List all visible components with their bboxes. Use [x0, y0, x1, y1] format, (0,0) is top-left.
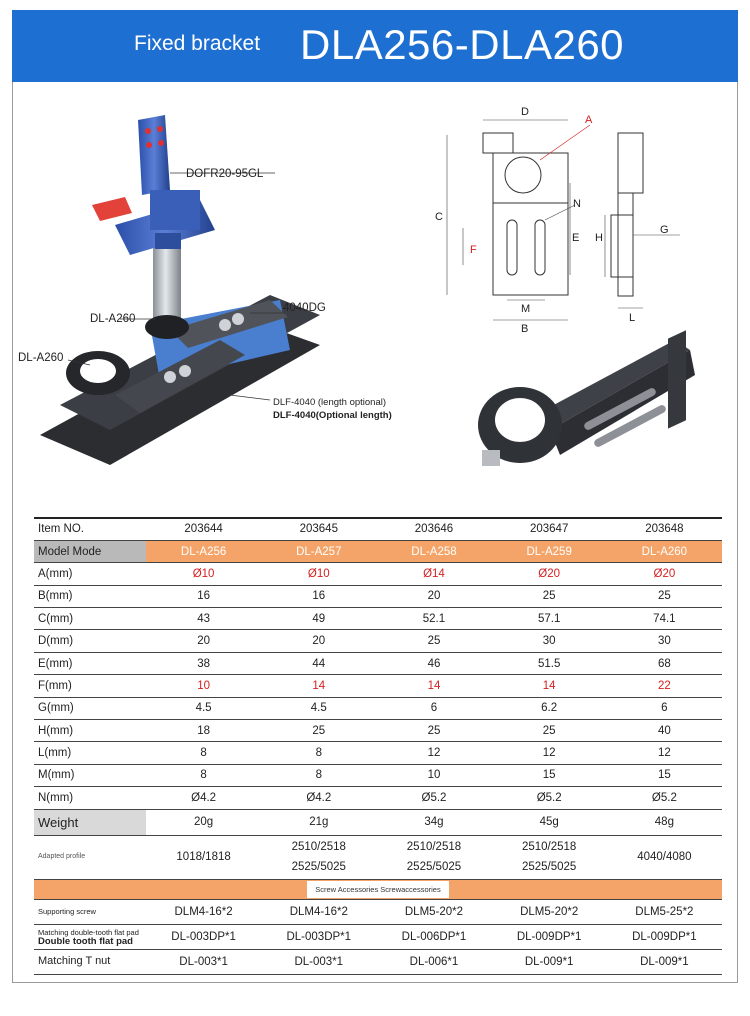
table-row [34, 608, 722, 630]
dim-b: B [521, 323, 529, 335]
dim-h: H [595, 232, 603, 244]
model-row [34, 540, 722, 562]
dim-e: E [572, 232, 580, 244]
row-cell: 25 [607, 585, 722, 607]
item-cell: 203648 [607, 518, 722, 540]
row-label: E(mm) [34, 652, 146, 674]
table-row [34, 563, 722, 585]
pad-cell: DL-009DP*1 [607, 924, 722, 949]
screw-cell: DLM4-16*2 [146, 899, 261, 924]
pad-label [34, 924, 146, 949]
row-cell: 8 [146, 742, 261, 764]
tnut-cell: DL-009*1 [492, 949, 607, 974]
table-row [34, 675, 722, 697]
row-label: C(mm) [34, 608, 146, 630]
pad-cell: DL-009DP*1 [492, 924, 607, 949]
accessories-title: Screw Accessories Screwaccessories [307, 881, 448, 898]
row-label: M(mm) [34, 764, 146, 786]
row-cell: 38 [146, 652, 261, 674]
model-cell: DL-A260 [607, 540, 722, 562]
row-cell: 22 [607, 675, 722, 697]
row-cell: Ø14 [376, 563, 491, 585]
item-cell: 203647 [492, 518, 607, 540]
row-cell: 43 [146, 608, 261, 630]
spec-table [34, 517, 722, 975]
header-banner [12, 10, 738, 82]
weight-cell: 21g [261, 809, 376, 835]
row-cell: 12 [492, 742, 607, 764]
row-cell: 12 [376, 742, 491, 764]
row-cell: 6 [376, 697, 491, 719]
row-cell: Ø5.2 [607, 787, 722, 809]
tnut-cell: DL-006*1 [376, 949, 491, 974]
row-cell: 30 [492, 630, 607, 652]
screw-label: Supporting screw [34, 899, 146, 924]
bracket-render [440, 330, 725, 490]
pad-row [34, 924, 722, 949]
row-cell: 46 [376, 652, 491, 674]
table-row [34, 787, 722, 809]
model-cell: DL-A257 [261, 540, 376, 562]
table-row [34, 764, 722, 786]
row-label: N(mm) [34, 787, 146, 809]
row-cell: 74.1 [607, 608, 722, 630]
label-dofr: DOFR20-95GL [186, 168, 264, 180]
row-cell: 14 [376, 675, 491, 697]
dim-a: A [585, 114, 593, 126]
row-cell: 25 [492, 720, 607, 742]
row-cell: 51.5 [492, 652, 607, 674]
row-cell: 40 [607, 720, 722, 742]
pad-cell: DL-003DP*1 [261, 924, 376, 949]
row-label: L(mm) [34, 742, 146, 764]
table-row [34, 652, 722, 674]
label-dlf-length-2: DLF-4040(Optional length) [273, 410, 392, 421]
item-cell: 203646 [376, 518, 491, 540]
row-cell: 20 [261, 630, 376, 652]
row-cell: 15 [492, 764, 607, 786]
profile-value: 2510/2518 [521, 841, 577, 854]
accessories-header [34, 879, 722, 899]
profile-cell [492, 835, 607, 879]
label-dlf-length-1: DLF-4040 (length optional) [273, 397, 387, 408]
profile-value: 2525/5025 [406, 861, 462, 874]
row-cell: Ø5.2 [492, 787, 607, 809]
pad-label-main: Double tooth flat pad [38, 935, 133, 947]
banner-title: DLA256-DLA260 [300, 21, 625, 68]
row-cell: 44 [261, 652, 376, 674]
profile-value: 2510/2518 [291, 841, 346, 854]
model-cell: DL-A256 [146, 540, 261, 562]
profile-label: Adapted profile [34, 835, 146, 879]
weight-cell: 45g [492, 809, 607, 835]
weight-label: Weight [34, 809, 146, 835]
screw-cell: DLM5-20*2 [492, 899, 607, 924]
profile-value: 1018/1818 [176, 851, 231, 864]
row-cell: 8 [261, 764, 376, 786]
row-cell: 10 [376, 764, 491, 786]
table-row [34, 630, 722, 652]
profile-value: 2510/2518 [406, 841, 462, 854]
row-label: D(mm) [34, 630, 146, 652]
tnut-cell: DL-003*1 [146, 949, 261, 974]
banner-subtitle: Fixed bracket [134, 32, 261, 55]
row-cell: Ø10 [261, 563, 376, 585]
weight-cell: 20g [146, 809, 261, 835]
row-cell: 12 [607, 742, 722, 764]
row-cell: 8 [146, 764, 261, 786]
row-cell: 8 [261, 742, 376, 764]
row-cell: 10 [146, 675, 261, 697]
item-cell: 203645 [261, 518, 376, 540]
row-cell: 25 [492, 585, 607, 607]
table-row [34, 585, 722, 607]
dim-n: N [573, 198, 581, 210]
dim-d: D [521, 106, 529, 118]
tnut-cell: DL-009*1 [607, 949, 722, 974]
row-label: H(mm) [34, 720, 146, 742]
screw-row [34, 899, 722, 924]
row-cell: Ø4.2 [261, 787, 376, 809]
screw-cell: DLM4-16*2 [261, 899, 376, 924]
label-4040dg: 4040DG [283, 302, 326, 314]
profile-cell [607, 835, 722, 879]
row-cell: 6 [607, 697, 722, 719]
row-label: A(mm) [34, 563, 146, 585]
row-cell: 25 [376, 720, 491, 742]
row-cell: 20 [146, 630, 261, 652]
profile-value: 2525/5025 [291, 861, 346, 874]
item-label: Item NO. [34, 518, 146, 540]
row-cell: 68 [607, 652, 722, 674]
item-row [34, 518, 722, 540]
label-dla260-upper: DL-A260 [90, 313, 136, 325]
tnut-label: Matching T nut [34, 949, 146, 974]
row-cell: 25 [376, 630, 491, 652]
dim-g: G [660, 224, 669, 236]
row-cell: 4.5 [261, 697, 376, 719]
table-row [34, 720, 722, 742]
weight-cell: 34g [376, 809, 491, 835]
table-row [34, 697, 722, 719]
row-cell: Ø5.2 [376, 787, 491, 809]
pad-cell: DL-003DP*1 [146, 924, 261, 949]
profile-cell [376, 835, 491, 879]
row-cell: 15 [607, 764, 722, 786]
dim-f: F [470, 244, 477, 256]
row-cell: 20 [376, 585, 491, 607]
profile-row [34, 835, 722, 879]
item-cell: 203644 [146, 518, 261, 540]
row-cell: 16 [261, 585, 376, 607]
row-label: G(mm) [34, 697, 146, 719]
row-cell: 14 [261, 675, 376, 697]
weight-cell: 48g [607, 809, 722, 835]
profile-cell [146, 835, 261, 879]
dim-c: C [435, 211, 443, 223]
row-cell: 18 [146, 720, 261, 742]
row-label: B(mm) [34, 585, 146, 607]
dimension-drawing [425, 95, 730, 335]
row-cell: 25 [261, 720, 376, 742]
row-cell: 49 [261, 608, 376, 630]
row-cell: 30 [607, 630, 722, 652]
model-cell: DL-A259 [492, 540, 607, 562]
model-label: Model Mode [34, 540, 146, 562]
row-cell: 14 [492, 675, 607, 697]
dim-l: L [629, 312, 636, 324]
tnut-cell: DL-003*1 [261, 949, 376, 974]
profile-value: 2525/5025 [521, 861, 577, 874]
pad-label-small: Matching double-tooth flat pad [38, 927, 139, 937]
pad-cell: DL-006DP*1 [376, 924, 491, 949]
row-cell: 16 [146, 585, 261, 607]
row-cell: 6.2 [492, 697, 607, 719]
model-cell: DL-A258 [376, 540, 491, 562]
screw-cell: DLM5-25*2 [607, 899, 722, 924]
row-cell: 57.1 [492, 608, 607, 630]
tnut-row [34, 949, 722, 974]
row-cell: Ø4.2 [146, 787, 261, 809]
row-cell: Ø10 [146, 563, 261, 585]
profile-cell [261, 835, 376, 879]
row-cell: Ø20 [492, 563, 607, 585]
dim-m: M [521, 303, 531, 315]
profile-value: 4040/4080 [637, 851, 692, 864]
weight-row [34, 809, 722, 835]
label-dla260-lower: DL-A260 [18, 352, 64, 364]
row-cell: 4.5 [146, 697, 261, 719]
row-cell: 52.1 [376, 608, 491, 630]
accessories-header-row [34, 879, 722, 899]
table-row [34, 742, 722, 764]
screw-cell: DLM5-20*2 [376, 899, 491, 924]
row-label: F(mm) [34, 675, 146, 697]
row-cell: Ø20 [607, 563, 722, 585]
